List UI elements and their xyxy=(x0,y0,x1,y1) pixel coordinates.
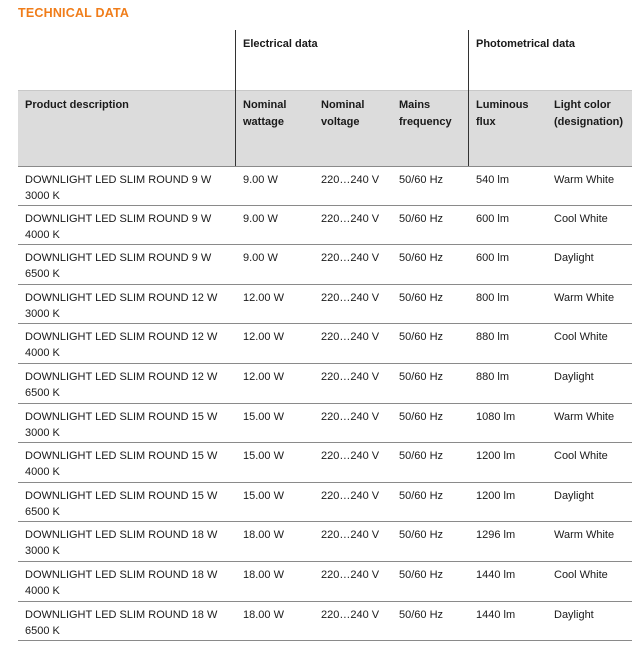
cell-wattage: 9.00 W xyxy=(243,212,278,225)
section-title: TECHNICAL DATA xyxy=(18,6,130,20)
cell-frequency: 50/60 Hz xyxy=(399,529,444,542)
cell-luminous-flux: 600 lm xyxy=(476,212,510,225)
cell-voltage: 220…240 V xyxy=(321,331,380,344)
cell-product-description: DOWNLIGHT LED SLIM ROUND 12 W 3000 K xyxy=(25,291,218,320)
header-mains-frequency: Mains frequency xyxy=(399,99,452,128)
cell-light-color: Warm White xyxy=(554,291,615,304)
cell-wattage: 18.00 W xyxy=(243,608,284,621)
cell-light-color: Warm White xyxy=(554,174,615,186)
header-light-color: Light color (designation) xyxy=(554,99,624,128)
cell-voltage: 220…240 V xyxy=(321,252,380,265)
cell-voltage: 220…240 V xyxy=(321,529,380,542)
table-row xyxy=(18,404,632,444)
cell-voltage: 220…240 V xyxy=(321,212,380,225)
table-row xyxy=(18,522,632,562)
cell-luminous-flux: 1440 lm xyxy=(476,608,516,621)
cell-light-color: Cool White xyxy=(554,568,608,581)
cell-frequency: 50/60 Hz xyxy=(399,212,444,225)
cell-wattage: 15.00 W xyxy=(243,410,284,423)
cell-luminous-flux: 540 lm xyxy=(476,174,510,186)
cell-light-color: Daylight xyxy=(554,489,594,502)
cell-wattage: 18.00 W xyxy=(243,568,284,581)
column-group-header xyxy=(18,30,632,90)
cell-light-color: Cool White xyxy=(554,450,608,463)
cell-luminous-flux: 600 lm xyxy=(476,252,510,265)
cell-wattage: 12.00 W xyxy=(243,331,284,344)
cell-voltage: 220…240 V xyxy=(321,370,380,383)
table-header xyxy=(18,90,632,167)
cell-frequency: 50/60 Hz xyxy=(399,331,444,344)
photometrical-group-divider xyxy=(468,30,469,166)
cell-frequency: 50/60 Hz xyxy=(399,568,444,581)
table-row xyxy=(18,562,632,602)
table-row xyxy=(18,324,632,364)
cell-light-color: Cool White xyxy=(554,212,608,225)
cell-wattage: 9.00 W xyxy=(243,252,278,265)
cell-wattage: 18.00 W xyxy=(243,529,284,542)
cell-product-description: DOWNLIGHT LED SLIM ROUND 12 W 6500 K xyxy=(25,370,218,399)
cell-voltage: 220…240 V xyxy=(321,489,380,502)
table-row xyxy=(18,483,632,523)
cell-luminous-flux: 880 lm xyxy=(476,331,510,344)
cell-luminous-flux: 1200 lm xyxy=(476,450,516,463)
cell-product-description: DOWNLIGHT LED SLIM ROUND 18 W 4000 K xyxy=(25,568,218,597)
cell-product-description: DOWNLIGHT LED SLIM ROUND 15 W 6500 K xyxy=(25,489,218,518)
cell-frequency: 50/60 Hz xyxy=(399,410,444,423)
cell-wattage: 12.00 W xyxy=(243,370,284,383)
cell-product-description: DOWNLIGHT LED SLIM ROUND 15 W 4000 K xyxy=(25,450,218,479)
cell-product-description: DOWNLIGHT LED SLIM ROUND 9 W 3000 K xyxy=(25,174,212,202)
cell-frequency: 50/60 Hz xyxy=(399,174,444,186)
table-row xyxy=(18,166,632,206)
cell-voltage: 220…240 V xyxy=(321,291,380,304)
table-row xyxy=(18,206,632,246)
cell-frequency: 50/60 Hz xyxy=(399,450,444,463)
cell-frequency: 50/60 Hz xyxy=(399,370,444,383)
cell-light-color: Daylight xyxy=(554,608,594,621)
table-row xyxy=(18,443,632,483)
cell-light-color: Warm White xyxy=(554,529,615,542)
cell-luminous-flux: 1440 lm xyxy=(476,568,516,581)
cell-frequency: 50/60 Hz xyxy=(399,489,444,502)
table-row xyxy=(18,364,632,404)
cell-luminous-flux: 880 lm xyxy=(476,370,510,383)
cell-light-color: Cool White xyxy=(554,331,608,344)
cell-product-description: DOWNLIGHT LED SLIM ROUND 18 W 6500 K xyxy=(25,608,218,637)
cell-product-description: DOWNLIGHT LED SLIM ROUND 18 W 3000 K xyxy=(25,529,218,558)
cell-light-color: Daylight xyxy=(554,252,594,265)
cell-frequency: 50/60 Hz xyxy=(399,608,444,621)
header-nominal-voltage: Nominal voltage xyxy=(321,99,365,128)
cell-luminous-flux: 800 lm xyxy=(476,291,510,304)
header-nominal-wattage: Nominal wattage xyxy=(243,99,287,128)
cell-voltage: 220…240 V xyxy=(321,410,380,423)
header-luminous-flux: Luminous flux xyxy=(476,99,529,128)
cell-wattage: 12.00 W xyxy=(243,291,284,304)
cell-luminous-flux: 1296 lm xyxy=(476,529,516,542)
cell-voltage: 220…240 V xyxy=(321,174,380,186)
cell-wattage: 15.00 W xyxy=(243,489,284,502)
cell-voltage: 220…240 V xyxy=(321,450,380,463)
table-row xyxy=(18,602,632,642)
cell-luminous-flux: 1080 lm xyxy=(476,410,516,423)
cell-voltage: 220…240 V xyxy=(321,568,380,581)
cell-light-color: Warm White xyxy=(554,410,615,423)
table-body xyxy=(18,166,632,641)
group-label-photometrical: Photometrical data xyxy=(476,38,576,50)
cell-wattage: 15.00 W xyxy=(243,450,284,463)
cell-product-description: DOWNLIGHT LED SLIM ROUND 9 W 6500 K xyxy=(25,252,212,281)
cell-product-description: DOWNLIGHT LED SLIM ROUND 15 W 3000 K xyxy=(25,410,218,439)
cell-frequency: 50/60 Hz xyxy=(399,291,444,304)
cell-voltage: 220…240 V xyxy=(321,608,380,621)
group-label-electrical: Electrical data xyxy=(243,38,318,50)
header-product-description: Product description xyxy=(25,99,129,111)
electrical-group-divider xyxy=(235,30,236,166)
cell-light-color: Daylight xyxy=(554,370,594,383)
table-row xyxy=(18,245,632,285)
cell-product-description: DOWNLIGHT LED SLIM ROUND 9 W 4000 K xyxy=(25,212,212,241)
cell-frequency: 50/60 Hz xyxy=(399,252,444,265)
cell-product-description: DOWNLIGHT LED SLIM ROUND 12 W 4000 K xyxy=(25,331,218,360)
cell-luminous-flux: 1200 lm xyxy=(476,489,516,502)
cell-wattage: 9.00 W xyxy=(243,174,278,186)
table-row xyxy=(18,285,632,325)
